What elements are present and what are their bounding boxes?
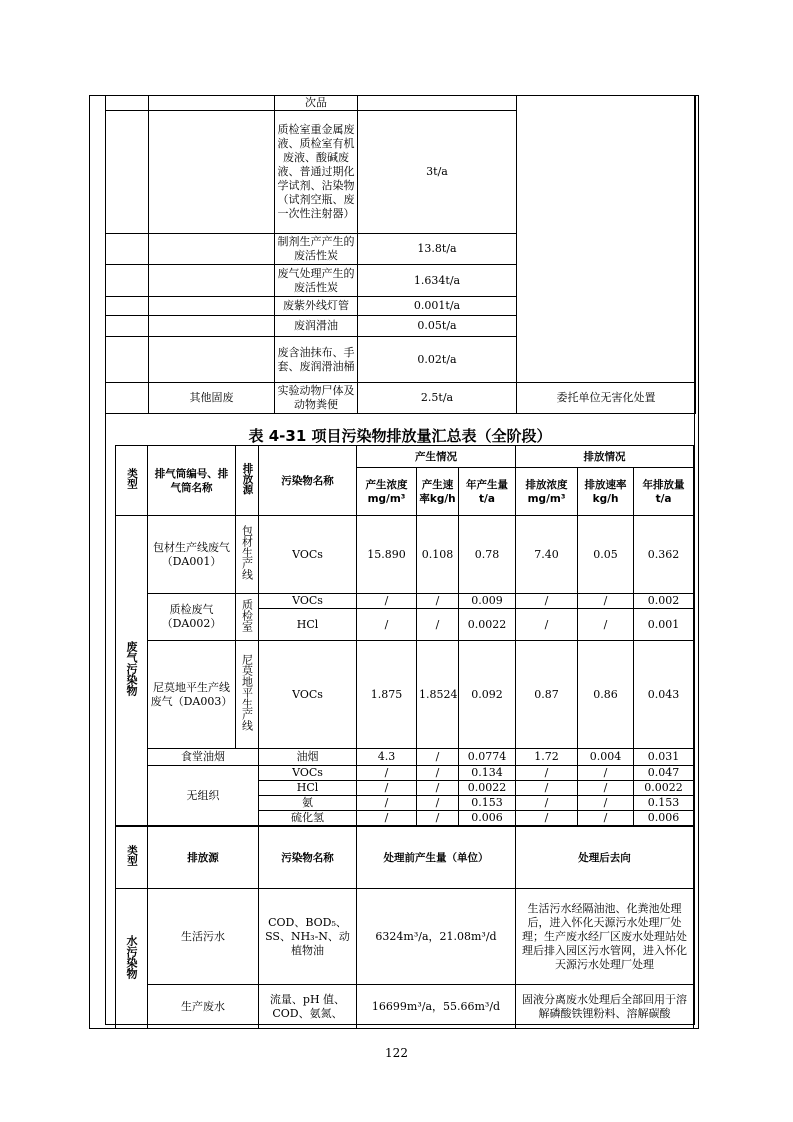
pollutant: HCl [259, 781, 357, 796]
value-cell: / [516, 609, 578, 641]
stack-da002: 质检废气（DA002） [148, 594, 236, 641]
value-cell: 0.108 [417, 516, 459, 594]
water-destination: 生活污水经隔油池、化粪池处理后，进入怀化天源污水处理厂处理；生产废水经厂区废水处理站处理后排入园区污水管网，进入怀化天源污水处理厂处理 [516, 889, 694, 985]
value-cell: 0.004 [578, 749, 634, 766]
value-cell: / [516, 766, 578, 781]
header-stack: 排气筒编号、排气筒名称 [148, 446, 236, 516]
water-header-type: 类型 [116, 827, 148, 889]
header-produce: 产生情况 [357, 446, 516, 468]
water-source: 生活污水 [148, 889, 259, 985]
header-e-rate: 排放速率 kg/h [578, 468, 634, 516]
waste-name: 废气处理产生的废活性炭 [275, 265, 358, 297]
header-p-rate: 产生速率kg/h [417, 468, 459, 516]
source-da002: 质检室 [236, 594, 259, 641]
value-cell: / [417, 594, 459, 609]
value-cell: 0.86 [578, 641, 634, 749]
stack-canteen: 食堂油烟 [148, 749, 259, 766]
value-cell: 0.0022 [459, 609, 516, 641]
value-cell: 7.40 [516, 516, 578, 594]
waste-amount: 1.634t/a [358, 265, 517, 297]
category-water: 水污染物 [116, 889, 148, 1029]
gas-emission-table [115, 445, 694, 826]
water-pollutant: 流量、pH 值、COD、氨氮、 [259, 985, 357, 1029]
source-da001: 包材生产线 [236, 516, 259, 594]
water-header-source: 排放源 [148, 827, 259, 889]
waste-name: 废紫外线灯管 [275, 297, 358, 316]
water-amount: 16699m³/a，55.66m³/d [357, 985, 516, 1029]
value-cell: 0.006 [459, 811, 516, 826]
value-cell: 0.0022 [634, 781, 694, 796]
value-cell: 0.87 [516, 641, 578, 749]
value-cell: 0.092 [459, 641, 516, 749]
value-cell: / [516, 796, 578, 811]
header-p-conc: 产生浓度mg/m³ [357, 468, 417, 516]
waste-amount [358, 96, 517, 111]
value-cell: 0.009 [459, 594, 516, 609]
solid-waste-table [105, 95, 696, 414]
pollutant: VOCs [259, 641, 357, 749]
waste-name: 实验动物尸体及动物粪便 [275, 383, 358, 414]
value-cell: / [357, 811, 417, 826]
water-source: 生产废水 [148, 985, 259, 1029]
header-p-year: 年产生量 t/a [459, 468, 516, 516]
value-cell: 0.001 [634, 609, 694, 641]
waste-amount: 13.8t/a [358, 234, 517, 265]
waste-name: 制剂生产产生的废活性炭 [275, 234, 358, 265]
value-cell: / [578, 766, 634, 781]
pollutant: VOCs [259, 594, 357, 609]
value-cell: / [417, 796, 459, 811]
value-cell: / [417, 781, 459, 796]
value-cell: 0.043 [634, 641, 694, 749]
source-da003: 尼莫地平生产线 [236, 641, 259, 749]
waste-name: 废润滑油 [275, 316, 358, 337]
header-source: 排放源 [236, 446, 259, 516]
value-cell: 0.134 [459, 766, 516, 781]
category-gas: 废气污染物 [116, 516, 148, 826]
value-cell: / [578, 609, 634, 641]
pollutant: HCl [259, 609, 357, 641]
waste-amount: 0.001t/a [358, 297, 517, 316]
value-cell: / [578, 781, 634, 796]
water-amount: 6324m³/a，21.08m³/d [357, 889, 516, 985]
page-number: 122 [385, 1046, 408, 1060]
waste-amount: 0.02t/a [358, 337, 517, 383]
waste-name: 质检室重金属废液、质检室有机废液、酸碱废液、普通过期化学试剂、沾染物（试剂空瓶、废一次性注射器） [275, 111, 358, 234]
value-cell: / [417, 609, 459, 641]
pollutant: 氨 [259, 796, 357, 811]
waste-disposal: 委托单位无害化处置 [517, 383, 696, 414]
value-cell: 0.05 [578, 516, 634, 594]
value-cell: / [417, 811, 459, 826]
waste-amount: 2.5t/a [358, 383, 517, 414]
value-cell: 0.006 [634, 811, 694, 826]
value-cell: 0.153 [459, 796, 516, 811]
water-destination: 固液分离废水处理后全部回用于溶解磷酸铁锂粉料、溶解碳酸 [516, 985, 694, 1029]
waste-name: 次品 [275, 96, 358, 111]
value-cell: 1.72 [516, 749, 578, 766]
value-cell: / [417, 749, 459, 766]
header-e-year: 年排放量 t/a [634, 468, 694, 516]
header-pollutant: 污染物名称 [259, 446, 357, 516]
value-cell: 0.153 [634, 796, 694, 811]
value-cell: 15.890 [357, 516, 417, 594]
waste-category: 其他固废 [149, 383, 275, 414]
value-cell: / [516, 594, 578, 609]
value-cell: / [578, 796, 634, 811]
value-cell: / [357, 594, 417, 609]
value-cell: 0.78 [459, 516, 516, 594]
water-header-before: 处理前产生量（单位） [357, 827, 516, 889]
value-cell: / [417, 766, 459, 781]
value-cell: / [516, 781, 578, 796]
stack-da003: 尼莫地平生产线废气（DA003） [148, 641, 236, 749]
waste-amount: 0.05t/a [358, 316, 517, 337]
waste-name: 废含油抹布、手套、废润滑油桶 [275, 337, 358, 383]
water-emission-table [115, 826, 694, 1029]
header-emit: 排放情况 [516, 446, 694, 468]
value-cell: / [357, 796, 417, 811]
pollutant: VOCs [259, 516, 357, 594]
waste-amount: 3t/a [358, 111, 517, 234]
water-header-after: 处理后去向 [516, 827, 694, 889]
value-cell: 0.047 [634, 766, 694, 781]
value-cell: 0.362 [634, 516, 694, 594]
value-cell: 0.031 [634, 749, 694, 766]
value-cell: 4.3 [357, 749, 417, 766]
header-type: 类型 [116, 446, 148, 516]
value-cell: 1.8524 [417, 641, 459, 749]
header-e-conc: 排放浓度mg/m³ [516, 468, 578, 516]
pollutant: 油烟 [259, 749, 357, 766]
pollutant: VOCs [259, 766, 357, 781]
value-cell: / [357, 781, 417, 796]
value-cell: / [516, 811, 578, 826]
water-pollutant: COD、BOD₅、SS、NH₃-N、动植物油 [259, 889, 357, 985]
value-cell: / [357, 766, 417, 781]
value-cell: 0.0022 [459, 781, 516, 796]
pollutant: 硫化氢 [259, 811, 357, 826]
value-cell: / [357, 609, 417, 641]
table-caption: 表 4-31 项目污染物排放量汇总表（全阶段） [248, 427, 552, 445]
value-cell: 0.0774 [459, 749, 516, 766]
value-cell: 0.002 [634, 594, 694, 609]
value-cell: / [578, 594, 634, 609]
stack-da001: 包材生产线废气（DA001） [148, 516, 236, 594]
value-cell: 1.875 [357, 641, 417, 749]
stack-fugitive: 无组织 [148, 766, 259, 826]
value-cell: / [578, 811, 634, 826]
water-header-pollutant: 污染物名称 [259, 827, 357, 889]
